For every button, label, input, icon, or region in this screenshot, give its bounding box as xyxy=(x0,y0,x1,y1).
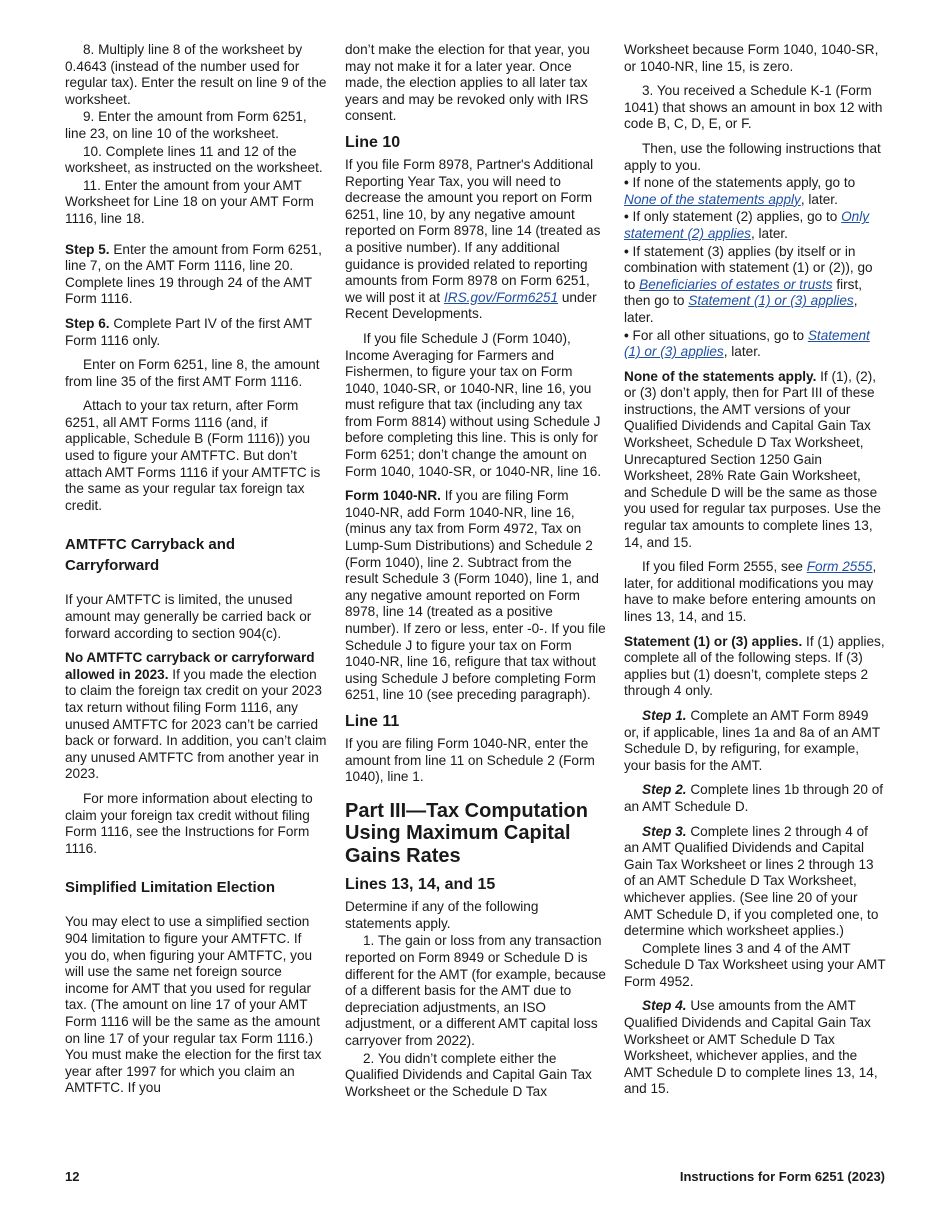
link-only-statement-2[interactable]: Only statement (2) applies xyxy=(624,209,870,241)
heading-line-10: Line 10 xyxy=(345,133,401,151)
worksheet-step-10: 10. Complete lines 11 and 12 of the worksheet, as instructed on the worksheet. xyxy=(65,143,323,176)
bullet-none-apply: • If none of the statements apply, go to None of the statements apply, later. xyxy=(624,175,856,207)
worksheet-step-8: 8. Multiply line 8 of the worksheet by 0.4643 (instead of the number used for regular tax). Enter the result on line 9 of the worksheet. xyxy=(65,42,327,107)
election-continued-paragraph: don’t make the election for that year, you may not make it for a later year. Once made, the election applies to all later tax years and may be revoked only with IRS consent. xyxy=(345,42,590,124)
heading-simplified-limitation: Simplified Limitation Election xyxy=(65,879,276,897)
step-4-paragraph: Step 4. Use amounts from the AMT Qualified Dividends and Capital Gain Tax Worksheet or AMT Schedule D Tax Worksheet, whichever applies, and the AMT Schedule D to complete lines 13, 14, and 15. xyxy=(624,998,878,1097)
statement-1-or-3-paragraph: Statement (1) or (3) applies. If (1) applies, complete all of the following steps. If (3) applies but (1) doesn’t, complete steps 2 through 4 only. xyxy=(624,633,885,699)
step-2-label: Step 2. xyxy=(642,782,687,798)
bullet-only-statement-2: • If only statement (2) applies, go to Only statement (2) applies, later. xyxy=(624,209,870,241)
step-3-continued-paragraph: Complete lines 3 and 4 of the AMT Schedule D Tax Worksheet using your AMT Form 4952. xyxy=(624,940,886,989)
none-apply-paragraph: None of the statements apply. If (1), (2), or (3) don’t apply, then for Part III of these instructions, the AMT versions of your Qualified Dividends and Capital Gain Tax Worksheet, Schedule D Tax Worksheet, Unrecaptured Section 1250 Gain Worksheet, 28% Rate Gain Worksheet, and Schedule D will be the same as those you used for regular tax purposes. Use the regular tax amounts to complete lines 13, 14, and 15. xyxy=(624,368,881,550)
worksheet-step-9: 9. Enter the amount from Form 6251, line 23, on line 10 of the worksheet. xyxy=(65,109,307,141)
statement-1: 1. The gain or loss from any transaction reported on Form 8949 or Schedule D is different for the AMT (for example, because of a different basis for the AMT due to depreciation adjustments, an ISO adjustment, or a different AMT capital loss carryover from 2022). xyxy=(345,933,606,1048)
schedule-j-paragraph: If you file Schedule J (Form 1040), Income Averaging for Farmers and Fishermen, to figure your tax on Form 1040, 1040-SR, or 1040-NR, line 16, you must refigure that tax (including any tax from Form 8814) without using Schedule J before completing this line. This is only for Form 6251; don’t change the amount on Form 1040, 1040-SR, or 1040-NR, line 16. xyxy=(345,330,602,479)
footer-title: Instructions for Form 6251 (2023) xyxy=(679,1169,885,1184)
step-3-label: Step 3. xyxy=(642,823,687,839)
page-number: 12 xyxy=(65,1169,80,1184)
form-8978-paragraph: If you file Form 8978, Partner's Additional Reporting Year Tax, you will need to decrease the amount you report on Form 6251, line 10, by any negative amount reported on Form 8978, line 14 (treated as a positive number). If any additional guidance is provided related to reporting amounts from Form 8978 on Form 6251, we will post it at IRS.gov/Form6251 under Recent Developments. xyxy=(345,156,601,322)
step-5-label: Step 5. xyxy=(65,241,110,257)
statement-2: 2. You didn’t complete either the Qualified Dividends and Capital Gain Tax Worksheet or the Schedule D Tax xyxy=(345,1050,592,1099)
bullet-icon: • xyxy=(624,243,629,259)
statement-2-continued: Worksheet because Form 1040, 1040-SR, or 1040-NR, line 15, is zero. xyxy=(624,42,879,74)
no-carryback-paragraph: No AMTFTC carryback or carryforward allowed in 2023. If you made the election to claim the foreign tax credit on your 2023 tax return without filing Form 1116, any unused AMTFTC for 2023 can’t be carried back or forward. In addition, you can’t claim any unused AMTFTC from another year in 2023. xyxy=(65,650,327,782)
determine-paragraph: Determine if any of the following statements apply. xyxy=(345,899,539,931)
step-1-label: Step 1. xyxy=(642,707,687,723)
column-2 xyxy=(345,42,607,1101)
simplified-limitation-paragraph: You may elect to use a simplified section 904 limitation to figure your AMTFTC. If you do, when figuring your AMTFTC, you will use the same net foreign source income for AMT that you used for regular tax. (The amount on line 17 of your AMT Form 1116 will be the same as the amount on line 17 of your regular tax Form 1116.) You must make the election for the first tax year after 1997 for which you claim an AMTFTC. If you xyxy=(65,914,322,1096)
heading-lines-13-14-15: Lines 13, 14, and 15 xyxy=(345,876,496,894)
link-beneficiaries[interactable]: Beneficiaries of estates or trusts xyxy=(639,276,833,292)
form-1040nr-paragraph: Form 1040-NR. If you are filing Form 1040-NR, add Form 1040-NR, line 16, (minus any tax from Form 4972, Tax on Lump-Sum Distributions) and Schedule 2 (Form 1040), line 2. Subtract from the result Schedule 3 (Form 1040), line 1, and any negative amount reported on Form 8978, line 14 (treated as a positive number). If zero or less, enter -0-. If you file Schedule J to figure your tax on Form 1040-NR, line 16, refigure that tax without using Schedule J before completing Form 6251, line 10 (see preceding paragraph). xyxy=(345,488,606,703)
heading-part-3: Part III—Tax Computation Using Maximum Capital Gains Rates xyxy=(345,799,588,867)
form-1040nr-label: Form 1040-NR. xyxy=(345,488,441,504)
attach-paragraph: Attach to your tax return, after Form 6251, all AMT Forms 1116 (and, if applicable, Schedule B (Form 1116)) you used to figure your AMTFTC. But don’t attach AMT Forms 1116 if your AMTFTC is the same as your regular tax foreign tax credit. xyxy=(65,398,321,513)
no-carryback-label: No AMTFTC carryback or carryforward allowed in 2023. xyxy=(65,650,315,682)
step-4-label: Step 4. xyxy=(642,998,687,1014)
form-2555-paragraph: If you filed Form 2555, see Form 2555, later, for additional modifications you may have to make before entering amounts on lines 13, 14, and 15. xyxy=(624,559,877,624)
step-6-label: Step 6. xyxy=(65,315,110,331)
link-statement-1-or-3[interactable]: Statement (1) or (3) applies xyxy=(688,293,854,309)
bullet-icon: • xyxy=(624,327,629,343)
none-apply-label: None of the statements apply. xyxy=(624,368,817,384)
bullet-other-situations: • For all other situations, go to Statement (1) or (3) applies, later. xyxy=(624,327,870,360)
bullet-icon: • xyxy=(624,209,629,225)
link-statement-1-or-3-other[interactable]: Statement (1) or (3) applies xyxy=(624,327,870,360)
worksheet-step-11: 11. Enter the amount from your AMT Worksheet for Line 18 on your AMT Form 1116, line 18. xyxy=(65,177,314,226)
step-2-paragraph: Step 2. Complete lines 1b through 20 of an AMT Schedule D. xyxy=(624,782,884,814)
step-3-paragraph: Step 3. Complete lines 2 through 4 of an AMT Qualified Dividends and Capital Gain Tax Worksheet or lines 2 through 13 of an AMT Schedule D Tax Worksheet, whichever applies. (See line 20 of your AMT Schedule D, if you completed one, to determine which worksheet applies.) xyxy=(624,823,879,939)
line-11-paragraph: If you are filing Form 1040-NR, enter the amount from line 11 on Schedule 2 (Form 1040), line 1. xyxy=(345,735,595,785)
step-6-paragraph: Step 6. Complete Part IV of the first AMT Form 1116 only. xyxy=(65,315,312,348)
column-1 xyxy=(65,42,327,1105)
statement-1-or-3-label: Statement (1) or (3) applies. xyxy=(624,633,803,649)
bullet-icon: • xyxy=(624,175,629,191)
step-1-paragraph: Step 1. Complete an AMT Form 8949 or, if applicable, lines 1a and 8a of an AMT Schedule D, by refiguring, for example, your basis for the AMT. xyxy=(624,707,880,773)
enter-line-8-paragraph: Enter on Form 6251, line 8, the amount from line 35 of the first AMT Form 1116. xyxy=(65,357,320,389)
statement-3: 3. You received a Schedule K-1 (Form 1041) that shows an amount in box 12 with code B, C, D, E, or F. xyxy=(624,83,883,132)
bullet-statement-3: • If statement (3) applies (by itself or in combination with statement (1) or (2)), go to Beneficiaries of estates or trusts first, then go to Statement (1) or (3) applies, later. xyxy=(624,243,873,325)
instructions-intro: Then, use the following instructions that apply to you. xyxy=(624,140,881,173)
column-3 xyxy=(624,42,886,1106)
irs-form6251-link[interactable]: IRS.gov/Form6251 xyxy=(443,289,559,305)
more-info-paragraph: For more information about electing to claim your foreign tax credit without filing Form 1116, see the Instructions for Form 1116. xyxy=(65,790,313,856)
carryback-paragraph: If your AMTFTC is limited, the unused amount may generally be carried back or forward according to section 904(c). xyxy=(65,592,312,641)
link-none-apply[interactable]: None of the statements apply xyxy=(624,191,801,207)
link-form-2555[interactable]: Form 2555 xyxy=(806,559,873,575)
step-5-paragraph: Step 5. Enter the amount from Form 6251, line 7, on the AMT Form 1116, line 20. Complete lines 19 through 24 of the AMT Form 1116. xyxy=(65,241,322,307)
heading-line-11: Line 11 xyxy=(345,712,400,730)
heading-carryback: AMTFTC Carryback and Carryforward xyxy=(65,536,236,575)
